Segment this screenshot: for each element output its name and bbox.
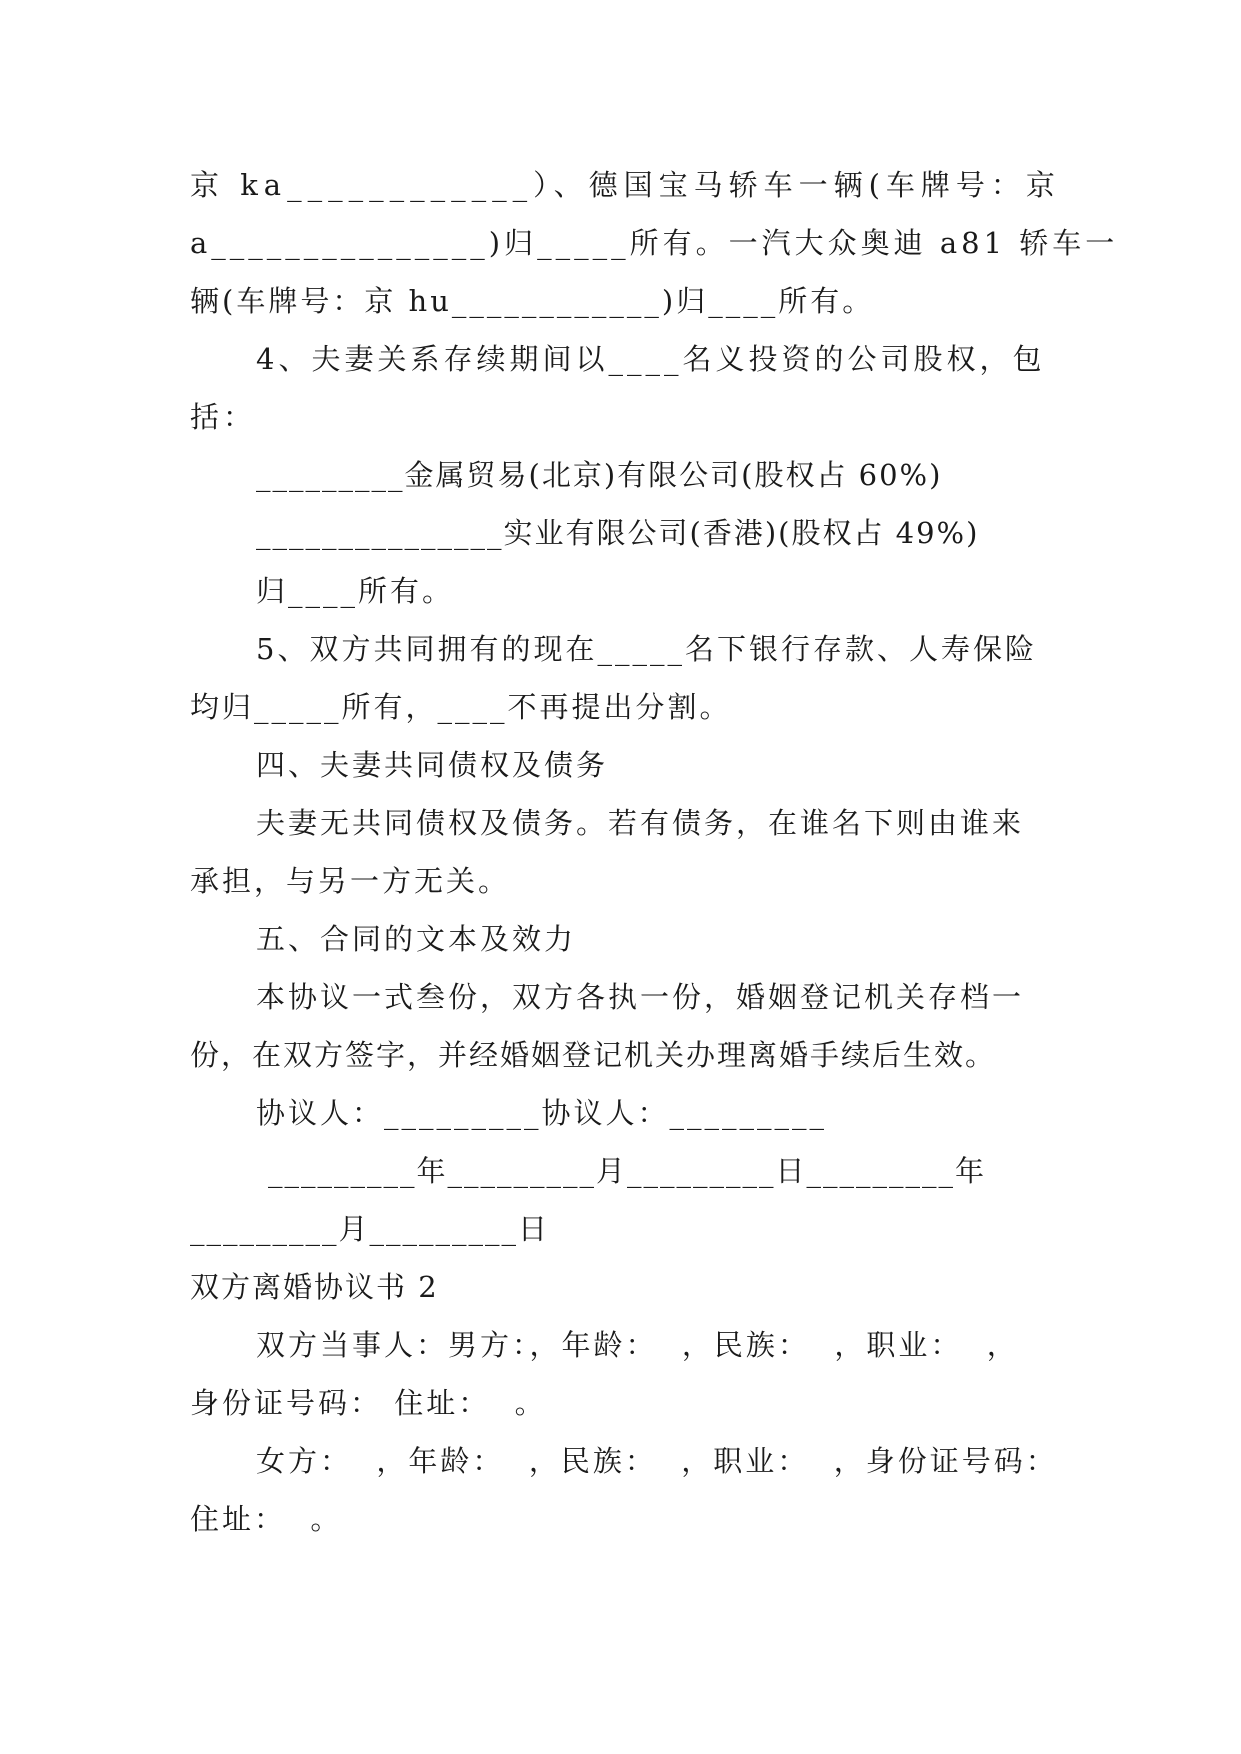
text-line: 女方： ，年龄： ，民族： ，职业： ，身份证号码： [256, 1444, 1058, 1478]
section-heading: 四、夫妻共同债权及债务 [256, 748, 609, 782]
text-line: 夫妻无共同债权及债务。若有债务，在谁名下则由谁来 [256, 806, 1025, 840]
text-line: a_______________)归_____所有。一汽大众奥迪 a81 轿车一 [190, 226, 1119, 260]
text-line: 京 ka____________）、德国宝马轿车一辆(车牌号：京 [190, 168, 1061, 202]
text-line: _________金属贸易(北京)有限公司(股权占 60%) [256, 458, 943, 492]
text-line: 份，在双方签字，并经婚姻登记机关办理离婚手续后生效。 [190, 1038, 997, 1072]
text-line: 承担，与另一方无关。 [190, 864, 511, 898]
date-line: _________月_________日 [190, 1212, 550, 1246]
text-line: 辆(车牌号：京 hu____________)归____所有。 [190, 284, 875, 318]
text-line: 括： [190, 400, 257, 434]
signature-line: 协议人：_________协议人：_________ [256, 1096, 828, 1130]
text-line: _______________实业有限公司(香港)(股权占 49%) [256, 516, 980, 550]
text-line: 本协议一式叁份，双方各执一份，婚姻登记机关存档一 [256, 980, 1025, 1014]
document-title: 双方离婚协议书 2 [190, 1270, 439, 1304]
text-line: 双方当事人：男方：，年龄： ，民族： ，职业： ， [256, 1328, 1019, 1362]
section-heading: 五、合同的文本及效力 [256, 922, 577, 956]
date-line: _________年_________月_________日_________年 [268, 1154, 987, 1188]
text-line: 4、夫妻关系存续期间以____名义投资的公司股权，包 [256, 342, 1046, 376]
text-line: 身份证号码： 住址： 。 [190, 1386, 547, 1420]
text-line: 归____所有。 [256, 574, 455, 608]
text-line: 住址： 。 [190, 1502, 343, 1536]
text-line: 均归_____所有，____不再提出分割。 [190, 690, 732, 724]
text-line: 5、双方共同拥有的现在_____名下银行存款、人寿保险 [256, 632, 1037, 666]
